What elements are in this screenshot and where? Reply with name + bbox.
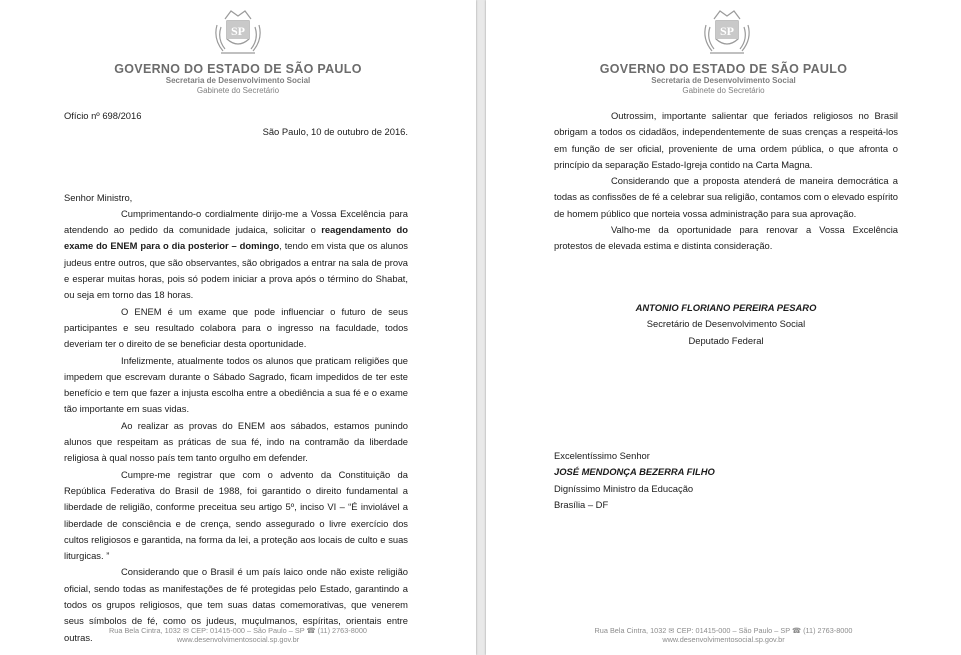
recipient-title: Excelentíssimo Senhor <box>554 450 650 461</box>
sao-paulo-coat-of-arms-icon <box>207 5 269 61</box>
paragraph-9: Valho-me da oportunidade para renovar a Vossa Excelência protestos de elevada estima e distinta consideração. <box>554 224 898 252</box>
letterhead <box>486 62 961 96</box>
sao-paulo-coat-of-arms-icon <box>696 5 758 61</box>
paragraph-6: Considerando que o Brasil é um país laico onde não existe religião oficial, sendo todas as manifestações de fé protegidas pelo Estado, garantindo a todos os grupos religiosos, que tem suas datas comemorativas, que venerem seus símbolos de fé, como os judeus, muçulmanos, espíritas, orientais entre outras. <box>64 566 408 643</box>
document-reference: Ofício nº 698/2016 <box>64 110 142 121</box>
letterhead-department: Secretaria de Desenvolvimento Social <box>165 76 311 85</box>
footer-website: www.desenvolvimentosocial.sp.gov.br <box>176 635 300 644</box>
page-footer <box>0 626 476 644</box>
signatory-name: ANTONIO FLORIANO PEREIRA PESARO <box>635 302 817 313</box>
salutation: Senhor Ministro, <box>64 191 133 203</box>
letter-body-page-1 <box>64 108 408 646</box>
letterhead-office: Gabinete do Secretário <box>196 86 280 95</box>
letter-body-page-2 <box>554 108 898 255</box>
letterhead <box>0 62 476 96</box>
footer-address: Rua Bela Cintra, 1032 ✉ CEP: 01415-000 – São Paulo – SP ☎ (11) 2763-8000 <box>594 626 853 635</box>
page-footer <box>486 626 961 644</box>
paragraph-3: Infelizmente, atualmente todos os alunos que praticam religiões que impedem que escrevam durante o Sábado Sagrado, ficam impedidos de ter este benefício e tem que fazer a injusta escolha entre a obediência a sua fé e o exame tão importante em suas vidas. <box>64 354 408 415</box>
letterhead-title: GOVERNO DO ESTADO DE SÃO PAULO <box>114 62 362 76</box>
svg-text:SP: SP <box>719 24 735 38</box>
svg-text:SP: SP <box>230 24 246 38</box>
letterhead-office: Gabinete do Secretário <box>682 86 765 95</box>
paragraph-2: O ENEM é um exame que pode influenciar o futuro de seus participantes e seu resultado colabora para o ingresso na faculdade, todos deveriam ter o direito de se beneficiar desta oportunidade. <box>64 305 408 350</box>
footer-website: www.desenvolvimentosocial.sp.gov.br <box>662 635 785 644</box>
footer-address: Rua Bela Cintra, 1032 ✉ CEP: 01415-000 – São Paulo – SP ☎ (11) 2763-8000 <box>109 626 367 635</box>
paragraph-1: Cumprimentando-o cordialmente dirijo-me a Vossa Excelência para atendendo ao pedido da comunidade judaica, solicitar o reagendamento do exame do ENEM para o dia posterior – domingo, tendo em vista que os alunos judeus entre outros, que são observantes, são obrigados a entrar na sala de prova e esperar muitas horas, pois só podem iniciar a prova após o término do Shabat, ou seja em torno das 18 horas. <box>64 207 408 301</box>
document-page-1 <box>0 0 476 655</box>
letterhead-title: GOVERNO DO ESTADO DE SÃO PAULO <box>599 62 848 76</box>
signatory-role-2: Deputado Federal <box>688 334 764 346</box>
signature-block <box>554 300 898 349</box>
paragraph-5: Cumpre-me registrar que com o advento da Constituição da República Federativa do Brasil de 1988, foi garantido o direito fundamental a liberdade de religião, conforme preceitua seu artigo 5º, inciso VI – “É inviolável a liberdade de consciência e de crença, sendo assegurado o livre exercício dos cultos religiosos e garantida, na forma da lei, a proteção aos locais de culto e suas liturgicas. ” <box>64 468 408 562</box>
document-page-2 <box>486 0 961 655</box>
paragraph-4: Ao realizar as provas do ENEM aos sábados, estamos punindo alunos que respeitam as práticas de sua fé, indo na contramão da liberdade religiosa à qual nosso país tem tanto orgulho em defender. <box>64 419 408 464</box>
document-date: São Paulo, 10 de outubro de 2016. <box>262 126 408 138</box>
paragraph-1-highlight: reagendamento do exame do ENEM para o dia posterior – domingo <box>64 224 408 252</box>
signatory-role: Secretário de Desenvolvimento Social <box>646 318 806 330</box>
recipient-city: Brasília – DF <box>554 498 609 510</box>
letterhead-department: Secretaria de Desenvolvimento Social <box>651 76 796 85</box>
paragraph-7: Outrossim, importante salientar que feriados religiosos no Brasil obrigam a todos os cidadãos, independentemente de suas crenças a respeitá-los em função de ser oficial, proveniente de uma ordem pública, o que afronta o princípio da separação Estado-Igreja contido na Carta Magna. <box>554 110 898 170</box>
recipient-block <box>554 448 898 513</box>
recipient-name: JOSÉ MENDONÇA BEZERRA FILHO <box>554 466 715 478</box>
paragraph-8: Considerando que a proposta atenderá de maneira democrática a todas as confissões de fé a celebrar sua religião, contamos com o elevado espírito de homem público que norteia vossa administração para sua aprovação. <box>554 175 898 219</box>
recipient-role: Digníssimo Ministro da Educação <box>554 482 694 494</box>
